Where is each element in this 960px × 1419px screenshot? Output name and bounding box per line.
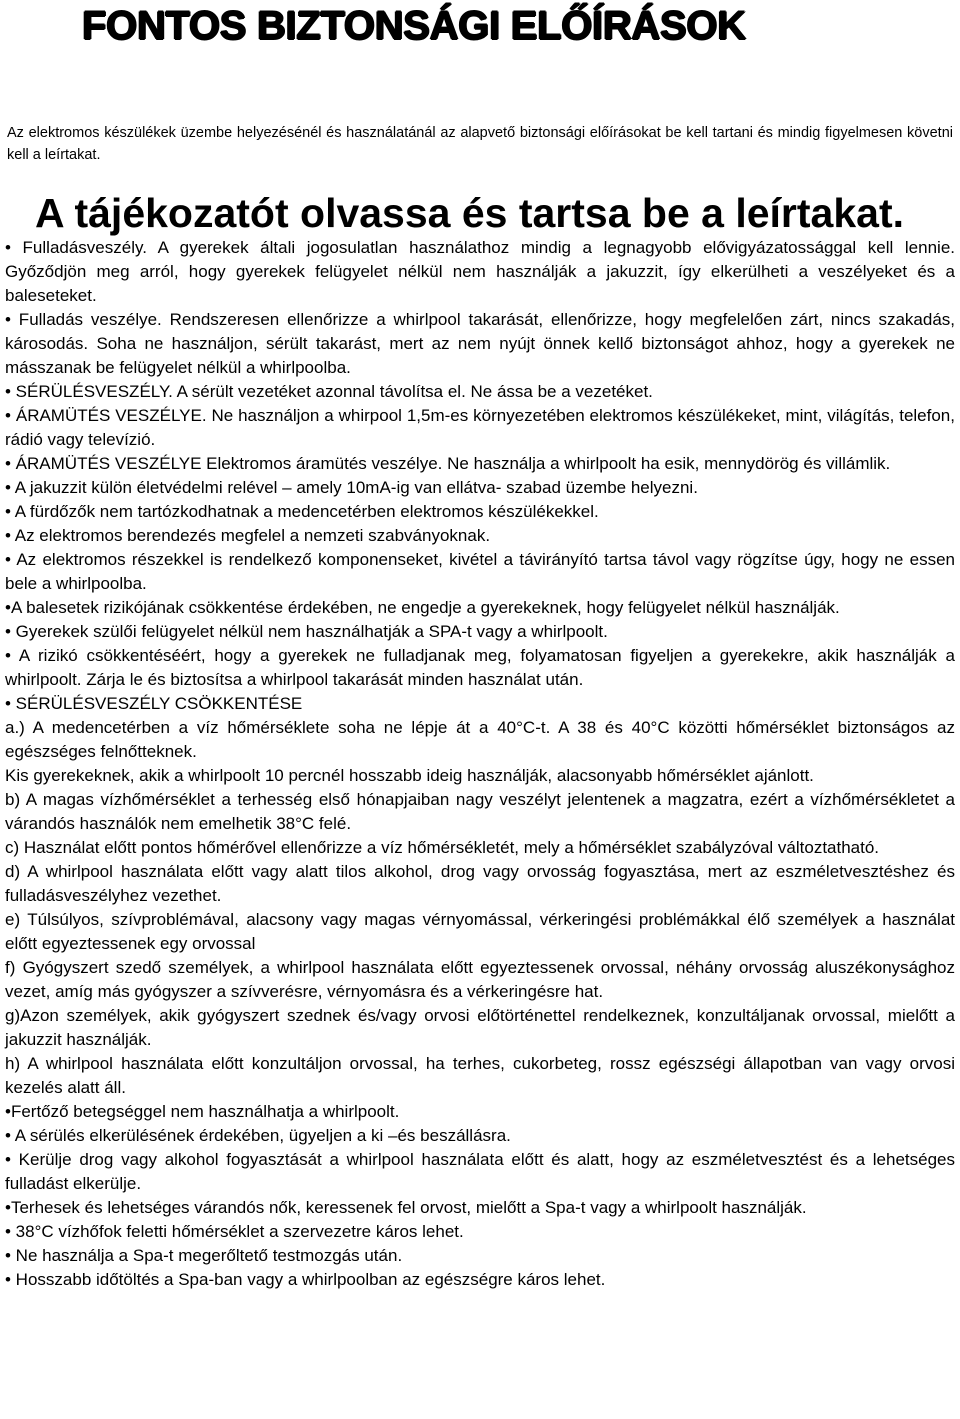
rule-paragraph: •Fertőző betegséggel nem használhatja a whirlpoolt. bbox=[5, 1102, 400, 1121]
rule-paragraph: • A sérülés elkerülésének érdekében, ügyeljen a ki –és beszállásra. bbox=[5, 1126, 511, 1145]
rule-paragraph: • A fürdőzők nem tartózkodhatnak a medencetérben elektromos készülékekkel. bbox=[5, 502, 599, 521]
intro-paragraph: Az elektromos készülékek üzembe helyezésénél és használatánál az alapvető biztonsági előírásokat be kell tartani és mindig figyelmesen követni kell a leírtakat. bbox=[7, 125, 953, 163]
page-title: FONTOS BIZTONSÁGI ELŐÍRÁSOK bbox=[82, 4, 746, 48]
rule-paragraph: • Gyerekek szülői felügyelet nélkül nem használhatják a SPA-t vagy a whirlpoolt. bbox=[5, 622, 608, 641]
rule-paragraph: •A balesetek rizikójának csökkentése érdekében, ne engedje a gyerekeknek, hogy felügyelet nélkül használják. bbox=[5, 598, 840, 617]
rule-paragraph: f) Gyógyszert szedő személyek, a whirlpool használata előtt egyeztessenek orvossal, néhány orvosság aluszékonysághoz vezet, amíg más gyógyszer a szívverésre, vérnyomásra és a vérkeringésre hat. bbox=[5, 958, 955, 1001]
rule-paragraph: • ÁRAMÜTÉS VESZÉLYE Elektromos áramütés veszélye. Ne használja a whirlpoolt ha esik, mennydörög és villámlik. bbox=[5, 454, 891, 473]
rule-paragraph: • SÉRÜLÉSVESZÉLY. A sérült vezetéket azonnal távolítsa el. Ne ássa be a vezetéket. bbox=[5, 382, 653, 401]
rule-paragraph: a.) A medencetérben a víz hőmérséklete soha ne lépje át a 40°C-t. A 38 és 40°C közötti hőmérséklet biztonságos az egészséges felnőtteknek. bbox=[5, 718, 955, 761]
rule-paragraph: • Az elektromos berendezés megfelel a nemzeti szabványoknak. bbox=[5, 526, 491, 545]
rule-paragraph: • Ne használja a Spa-t megerőltető testmozgás után. bbox=[5, 1246, 403, 1265]
safety-rules-body bbox=[5, 236, 955, 1292]
rule-paragraph: • Fulladásveszély. A gyerekek általi jogosulatlan használathoz mindig a legnagyobb elővigyázatossággal kell lennie. Győződjön meg arról, hogy gyerekek felügyelet nélkül nem használják a jakuzzit, így elkerülheti a veszélyeket és a baleseteket. bbox=[5, 238, 955, 305]
rule-paragraph: • Fulladás veszélye. Rendszeresen ellenőrizze a whirlpool takarását, ellenőrizze, hogy megfelelően zárt, nincs szakadás, károsodás. Soha ne használjon, sérült takarást, mert az nem nyújt önnek kellő biztonságot ahhoz, hogy a gyerekek ne másszanak be felügyelet nélkül a whirlpoolba. bbox=[5, 310, 955, 377]
subtitle: A tájékozatót olvassa és tartsa be a leírtakat. bbox=[35, 190, 904, 236]
section-heading: • SÉRÜLÉSVESZÉLY CSÖKKENTÉSE bbox=[5, 694, 303, 713]
rule-paragraph: • A jakuzzit külön életvédelmi relével – amely 10mA-ig van ellátva- szabad üzembe helyezni. bbox=[5, 478, 698, 497]
rule-paragraph: • Kerülje drog vagy alkohol fogyasztását a whirlpool használata előtt és alatt, hogy az eszméletvesztést és a lehetséges fulladást elkerülje. bbox=[5, 1150, 955, 1193]
rule-paragraph: • A rizikó csökkentéséért, hogy a gyerekek ne fulladjanak meg, folyamatosan figyeljen a gyerekekre, akik használják a whirlpoolt. Zárja le és biztosítsa a whirlpool takarását minden használat után. bbox=[5, 646, 955, 689]
rule-paragraph: •Terhesek és lehetséges várandós nők, keressenek fel orvost, mielőtt a Spa-t vagy a whirlpoolt használják. bbox=[5, 1198, 807, 1217]
rule-paragraph: g)Azon személyek, akik gyógyszert szednek és/vagy orvosi előtörténettel rendelkeznek, konzultáljanak orvossal, mielőtt a jakuzzit használják. bbox=[5, 1006, 955, 1049]
rule-paragraph: h) A whirlpool használata előtt konzultáljon orvossal, ha terhes, cukorbeteg, rossz egészségi állapotban van vagy orvosi kezelés alatt áll. bbox=[5, 1054, 955, 1097]
rule-paragraph: c) Használat előtt pontos hőmérővel ellenőrizze a víz hőmérsékletét, mely a hőmérséklet szabályzóval változtatható. bbox=[5, 838, 880, 857]
rule-paragraph: • Hosszabb időtöltés a Spa-ban vagy a whirlpoolban az egészségre káros lehet. bbox=[5, 1270, 606, 1289]
rule-paragraph: e) Túlsúlyos, szívproblémával, alacsony vagy magas vérnyomással, vérkeringési problémákkal élő személyek a használat előtt egyeztessenek egy orvossal bbox=[5, 910, 955, 953]
rule-paragraph: • ÁRAMÜTÉS VESZÉLYE. Ne használjon a whirpool 1,5m-es környezetében elektromos készülékeket, mint, világítás, telefon, rádió vagy televízió. bbox=[5, 406, 955, 449]
rule-paragraph: • Az elektromos részekkel is rendelkező komponenseket, kivétel a távirányító tartsa távol vagy rögzítse úgy, hogy ne essen bele a whirlpoolba. bbox=[5, 550, 955, 593]
rule-paragraph: d) A whirlpool használata előtt vagy alatt tilos alkohol, drog vagy orvosság fogyasztása, mert az eszméletvesztéshez és fulladásveszélyhez vezethet. bbox=[5, 862, 955, 905]
rule-paragraph: b) A magas vízhőmérséklet a terhesség első hónapjaiban nagy veszélyt jelentenek a magzatra, ezért a vízhőmérsékletet a várandós használók nem emelhetik 38°C felé. bbox=[5, 790, 955, 833]
rule-paragraph: • 38°C vízhőfok feletti hőmérséklet a szervezetre káros lehet. bbox=[5, 1222, 464, 1241]
rule-paragraph: Kis gyerekeknek, akik a whirlpoolt 10 percnél hosszabb ideig használják, alacsonyabb hőmérséklet ajánlott. bbox=[5, 766, 814, 785]
